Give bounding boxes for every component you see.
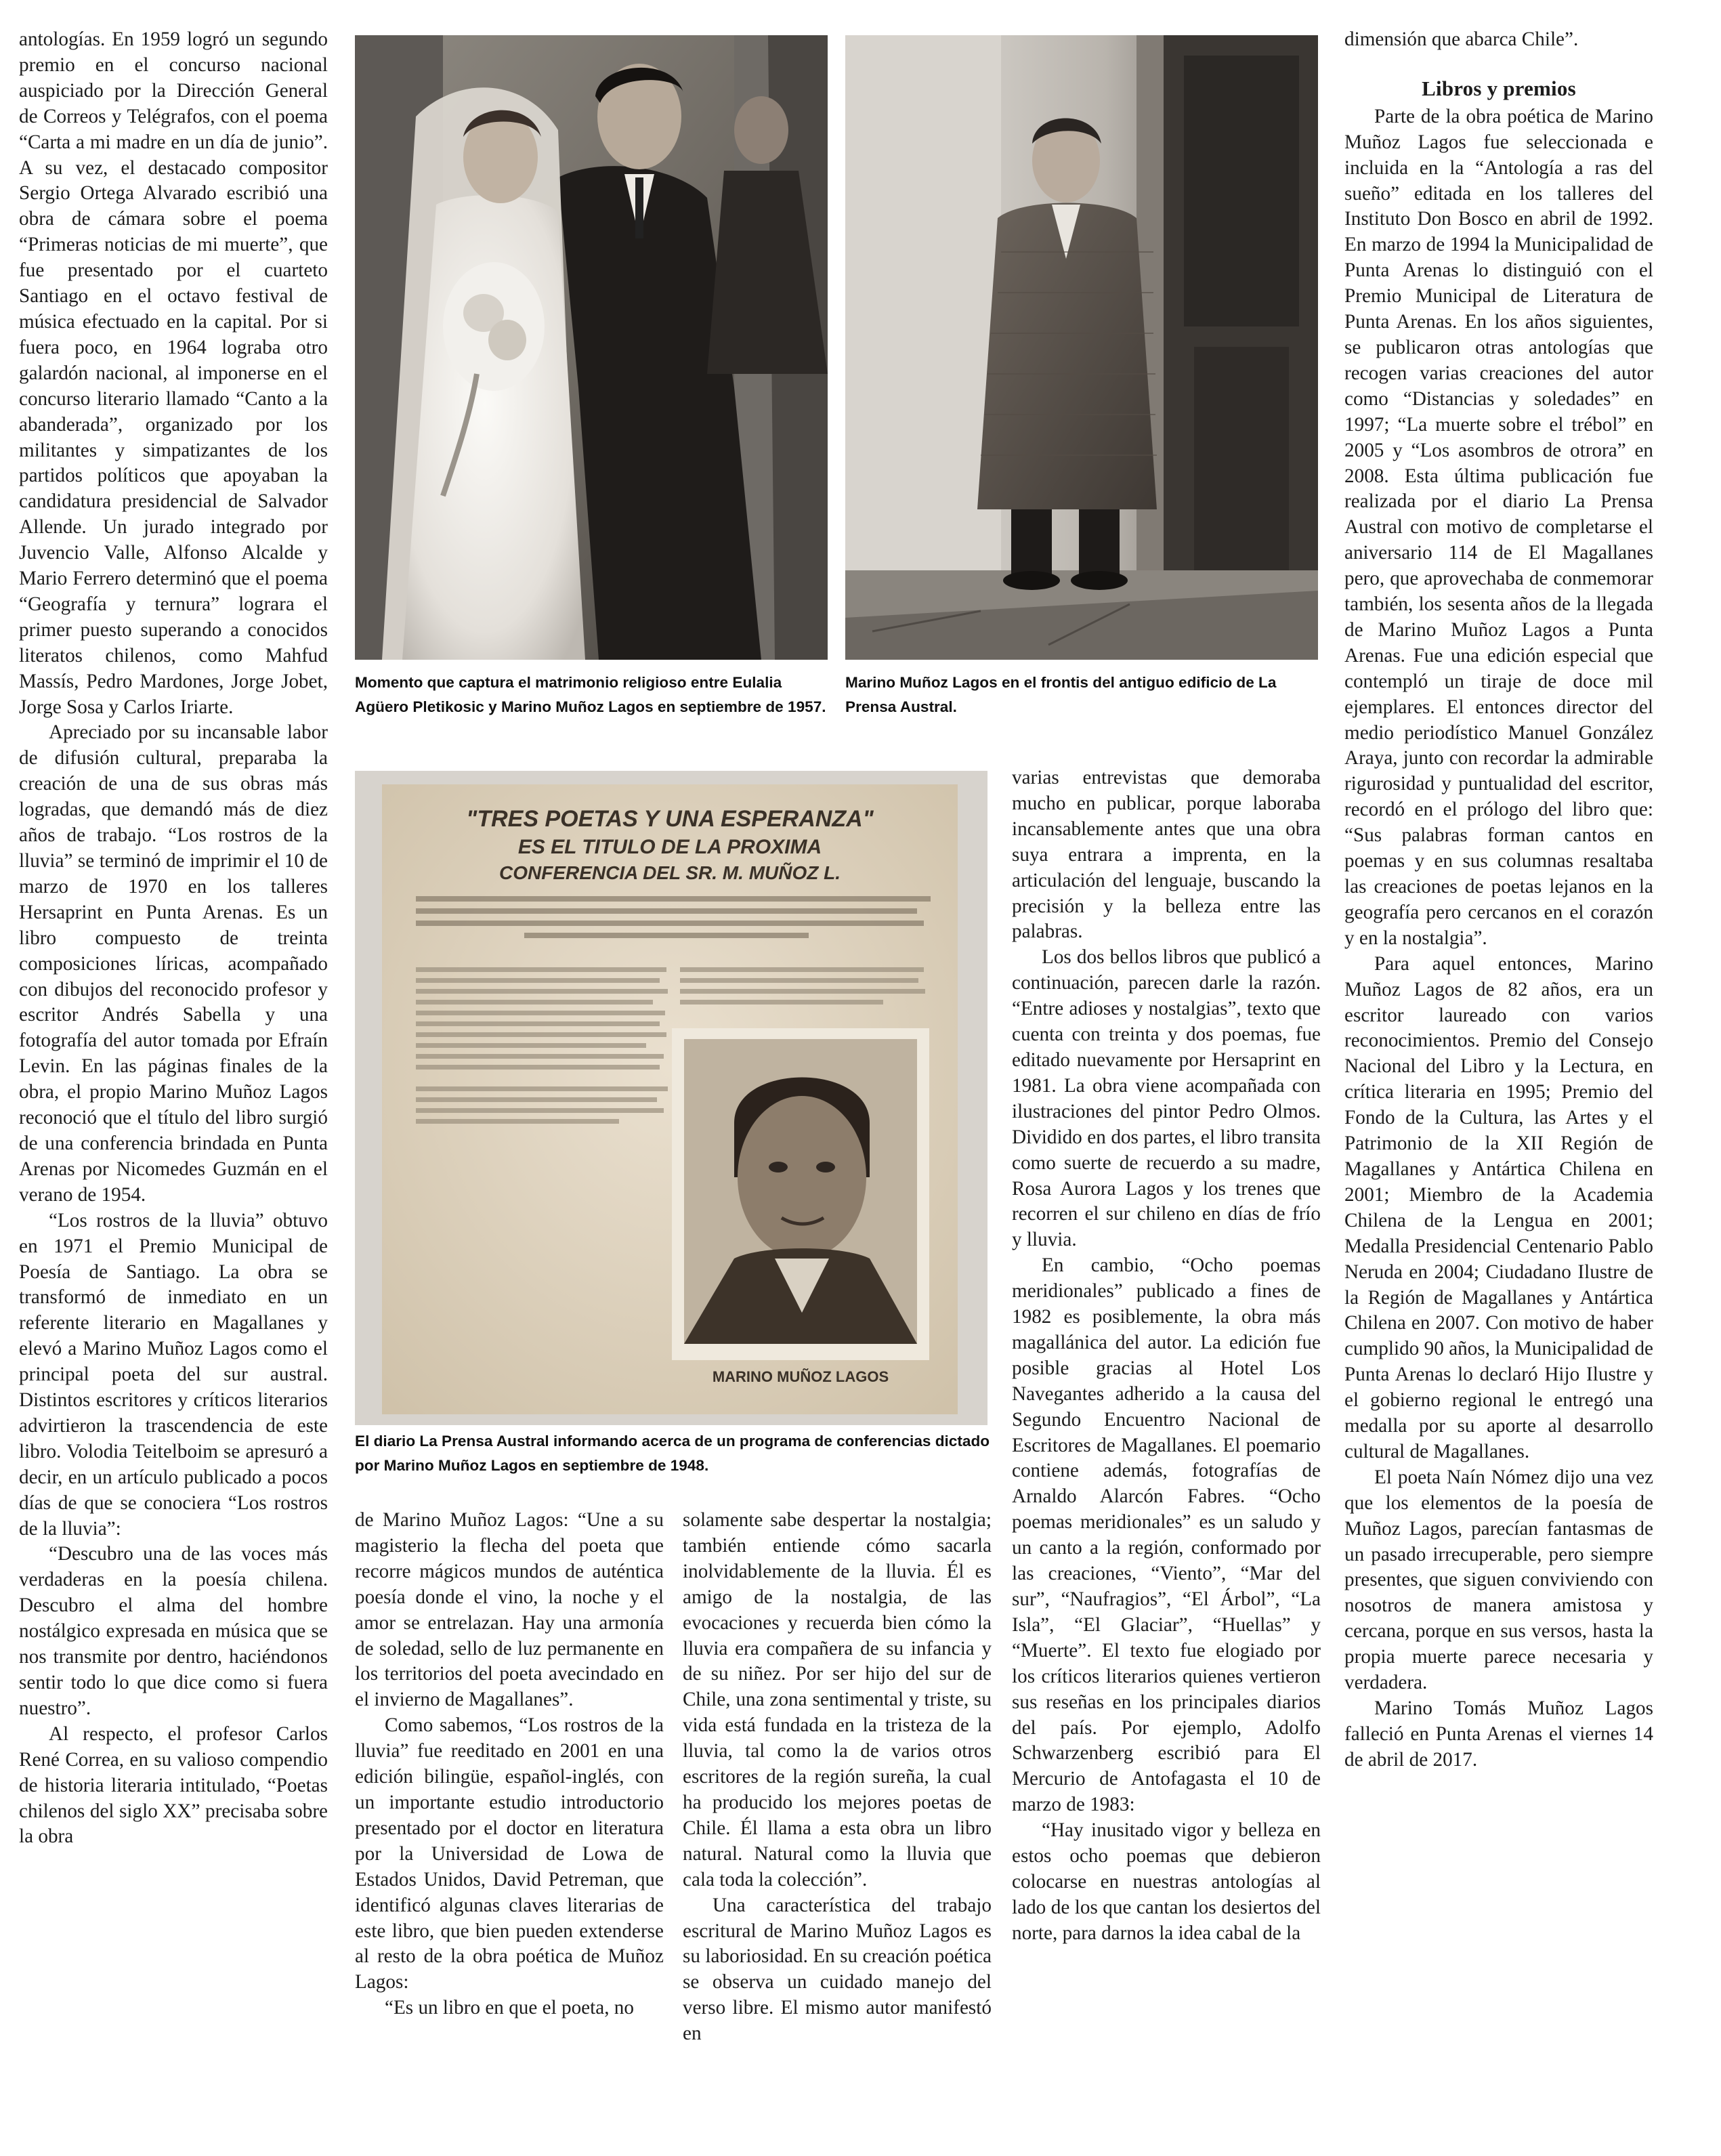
paragraph: varias entrevistas que demoraba mucho en publicar, porque laboraba incansablemente antes que una obra suya entrara a imprenta, en la articulación del lenguaje, buscando la precisión y la belleza entre las palabras. bbox=[1012, 767, 1321, 943]
paragraph: Una característica del trabajo escritural de Marino Muñoz Lagos es su laboriosidad. En su creación poética se observa un cuidado manejo del verso libre. El mismo autor manifestó en bbox=[683, 1894, 992, 2045]
portrait-photo bbox=[845, 35, 1318, 660]
clipping-caption: El diario La Prensa Austral informando acerca de un programa de conferencias dictado por Marino Muñoz Lagos en septiembre de 1948. bbox=[355, 1433, 990, 1474]
clipping-photo-name: MARINO MUÑOZ LAGOS bbox=[712, 1368, 889, 1385]
paragraph: Apreciado por su incansable labor de difusión cultural, preparaba la creación de una de sus obras más logradas, que demandó más de diez años de trabajo. “Los rostros de la lluvia” se terminó de imprimir el 10 de marzo de 1970 en los talleres Hersaprint en Punta Arenas. Es un libro compuesto de treinta composiciones líricas, acompañado con dibujos del reconocido profesor y escritor Andrés Sabella y una fotografía del autor tomada por Efraín Levin. En las páginas finales de la obra, el propio Marino Muñoz Lagos reconoció que el título del libro surgió de una conferencia brindada en Punta Arenas por Nicomedes Guzmán en el verano de 1954. bbox=[19, 721, 328, 1206]
paragraph: Marino Tomás Muñoz Lagos falleció en Punta Arenas el viernes 14 de abril de 2017. bbox=[1344, 1697, 1653, 1771]
paragraph: Como sabemos, “Los rostros de la lluvia” fue reeditado en 2001 en una edición bilingüe, español-inglés, con un importante estudio introductorio presentado por el doctor en literatura por la Universidad de Lowa de Estados Unidos, David Petreman, que identificó algunas claves literarias de este libro, que bien pueden extenderse al resto de la obra poética de Muñoz Lagos: bbox=[355, 1714, 664, 1993]
article-column-5 bbox=[1344, 27, 1653, 2134]
article-column-2 bbox=[355, 1508, 664, 2138]
newspaper-clipping bbox=[355, 771, 987, 1425]
wedding-photo-caption: Momento que captura el matrimonio religioso entre Eulalia Agüero Pletikosic y Marino Muñoz Lagos en septiembre de 1957. bbox=[355, 674, 826, 715]
paragraph: Para aquel entonces, Marino Muñoz Lagos de 82 años, era un escritor laureado con varios reconocimientos. Premio del Consejo Nacional del Libro y la Lectura, en crítica literaria en 1995; Premio del Fondo de la Cultura, las Artes y el Patrimonio de la XII Región de Magallanes y Antártica Chilena en 2001; Miembro de la Academia Chilena de la Lengua en 2001; Medalla Presidencial Centenario Pablo Neruda en 2004; Ciudadano Ilustre de la Región de Magallanes y Antártica Chilena en 2007. Con motivo de haber cumplido 90 años, la Municipalidad de Punta Arenas lo declaró Hijo Ilustre y el gobierno regional le entregó una medalla por su aporte al desarrollo cultural de Magallanes. bbox=[1344, 952, 1653, 1462]
quote-paragraph: “Es un libro en que el poeta, no bbox=[385, 1997, 634, 2019]
paragraph: Los dos bellos libros que publicó a continuación, parecen darle la razón. “Entre adioses y nostalgias”, texto que cuenta con treinta y dos poemas, fue editado nuevamente por Hersaprint en 1981. La obra viene acompañada con ilustraciones del pintor Pedro Olmos. Dividido en dos partes, el libro transita como suerte de recuerdo a su madre, Rosa Aurora Lagos y los trenes que recorren el sur chileno en días de frío y lluvia. bbox=[1012, 946, 1321, 1251]
article-column-1 bbox=[19, 27, 328, 2134]
quote-paragraph: “Hay inusitado vigor y belleza en estos ocho poemas que debieron colocarse en nuestras antologías al lado de los que cantan los desiertos del norte, para darnos la idea cabal de la bbox=[1012, 1819, 1321, 1944]
clipping-headline-2: ES EL TITULO DE LA PROXIMA bbox=[517, 836, 822, 858]
paragraph: antologías. En 1959 logró un segundo premio en el concurso nacional auspiciado por la Dirección General de Correos y Telégrafos, con el poema “Carta a mi madre en un día de junio”. A su vez, el destacado compositor Sergio Ortega Alvarado escribió una obra de cámara sobre el poema “Primeras noticias de mi muerte”, que fue presentado por el cuarteto Santiago en el octavo festival de música efectuado en la capital. Por si fuera poco, en 1964 lograba otro galardón nacional, al imponerse en el concurso literario llamado “Canto a la abanderada”, organizado por los militantes y simpatizantes de los partidos políticos que apoyaban la candidatura presidencial de Salvador Allende. Un jurado integrado por Juvencio Valle, Alfonso Alcalde y Mario Ferrero determinó que el poema “Geografía y ternura” lograra el primer puesto superando a conocidos literatos chilenos, como Mahfud Massís, Pedro Mardones, Jorge Jobet, Jorge Sosa y Carlos Iriarte. bbox=[19, 28, 328, 718]
portrait-photo-caption: Marino Muñoz Lagos en el frontis del antiguo edificio de La Prensa Austral. bbox=[845, 674, 1277, 715]
paragraph: dimensión que abarca Chile”. bbox=[1344, 28, 1579, 50]
clipping-headline-1: "TRES POETAS Y UNA ESPERANZA" bbox=[466, 806, 874, 832]
paragraph: El poeta Naín Nómez dijo una vez que los elementos de la poesía de Muñoz Lagos, parecían fantasmas de un pasado irrecuperable, pero siempre presentes, que siguen conviviendo con nosotros de manera amistosa y cercana, porque en sus versos, hasta la propia muerte parece necesaria y verdadera. bbox=[1344, 1466, 1653, 1694]
paragraph: de Marino Muñoz Lagos: “Une a su magisterio la flecha del poeta que recorre mágicos mundos de auténtica poesía donde el vino, la noche y el amor se entrelazan. Hay una armonía de soledad, sello de luz permanente en los territorios del poeta avecindado en el invierno de Magallanes”. bbox=[355, 1509, 664, 1711]
section-heading: Libros y premios bbox=[1422, 76, 1576, 100]
quote-paragraph: “Descubro una de las voces más verdaderas en la poesía chilena. Descubro el alma del hombre nostálgico expresada en música que se nos transmite por dentro, haciéndonos sentir todo lo que dice como si fuera nuestro”. bbox=[19, 1543, 328, 1719]
article-column-4 bbox=[1012, 765, 1321, 2138]
wedding-photo bbox=[355, 35, 828, 660]
paragraph: Al respecto, el profesor Carlos René Correa, en su valioso compendio de historia literaria intitulado, “Poetas chilenos del siglo XX” precisaba sobre la obra bbox=[19, 1722, 328, 1848]
paragraph: Parte de la obra poética de Marino Muñoz Lagos fue seleccionada e incluida en la “Antología a ras del sueño” editada en los talleres del Instituto Don Bosco en abril de 1992. En marzo de 1994 la Municipalidad de Punta Arenas lo distinguió con el Premio Municipal de Literatura de Punta Arenas. En los años siguientes, se publicaron otras antologías que recogen varias creaciones del autor como “Distancias y soledades” en 1997; “La muerte sobre el trébol” en 2005 y “Los asombros de otrora” en 2008. Esta última publicación fue realizada por el diario La Prensa Austral con motivo de completarse el aniversario 114 de El Magallanes pero, que aprovechaba de conmemorar también, los sesenta años de la llegada de Marino Muñoz Lagos a Punta Arenas. Fue una edición especial que contempló un tiraje de doce mil ejemplares. El entonces director del medio periodístico Manuel González Araya, junto con recordar la admirable rigurosidad y puntualidad del escritor, recordó en el prólogo del libro que: “Sus palabras forman cantos en poemas y en sus columnas resaltaba las creaciones de poetas lejanos en la geografía pero cercanos en el corazón y en la nostalgia”. bbox=[1344, 105, 1653, 949]
article-column-3 bbox=[683, 1508, 992, 2138]
paragraph: solamente sabe despertar la nostalgia; también entiende cómo sacarla inolvidablemente de la lluvia. Él es amigo de la nostalgia, de las evocaciones y recuerda bien cómo la lluvia era compañera de su infancia y de su niñez. Por ser hijo del sur de Chile, una zona sentimental y triste, su vida está fundada en la tristeza de la lluvia, tal como la de varios otros escritores de la región sureña, la cual ha producido los mejores poetas de Chile. Él llama a esta obra un libro natural. Natural como la lluvia que cala toda la colección”. bbox=[683, 1509, 992, 1890]
paragraph: “Los rostros de la lluvia” obtuvo en 1971 el Premio Municipal de Poesía de Santiago. La obra se transformó de inmediato en un referente literario en Magallanes y elevó a Marino Muñoz Lagos como el principal poeta del sur austral. Distintos escritores y críticos literarios advirtieron la trascendencia de este libro. Volodia Teitelboim se apresuró a decir, en un artículo publicado a pocos días de que se conociera “Los rostros de la lluvia”: bbox=[19, 1209, 328, 1540]
clipping-headline-3: CONFERENCIA DEL SR. M. MUÑOZ L. bbox=[499, 862, 841, 883]
paragraph: En cambio, “Ocho poemas meridionales” publicado a fines de 1982 es posiblemente, la obra más magallánica del autor. La edición fue posible gracias al Hotel Los Navegantes adherido a la causa del Segundo Encuentro Nacional de Escritores de Magallanes. El poemario contiene además, fotografías de Arnaldo Alarcón Fabres. “Ocho poemas meridionales” es un saludo y un canto a la región, conformado por las creaciones, “Viento”, “Mar del sur”, “Naufragios”, “El Árbol”, “La Isla”, “El Glaciar”, “Huellas” y “Muerte”. El texto fue elogiado por los críticos literarios quienes vertieron sus reseñas en los principales diarios del país. Por ejemplo, Adolfo Schwarzenberg escribió para El Mercurio de Antofagasta el 10 de marzo de 1983: bbox=[1012, 1254, 1321, 1816]
